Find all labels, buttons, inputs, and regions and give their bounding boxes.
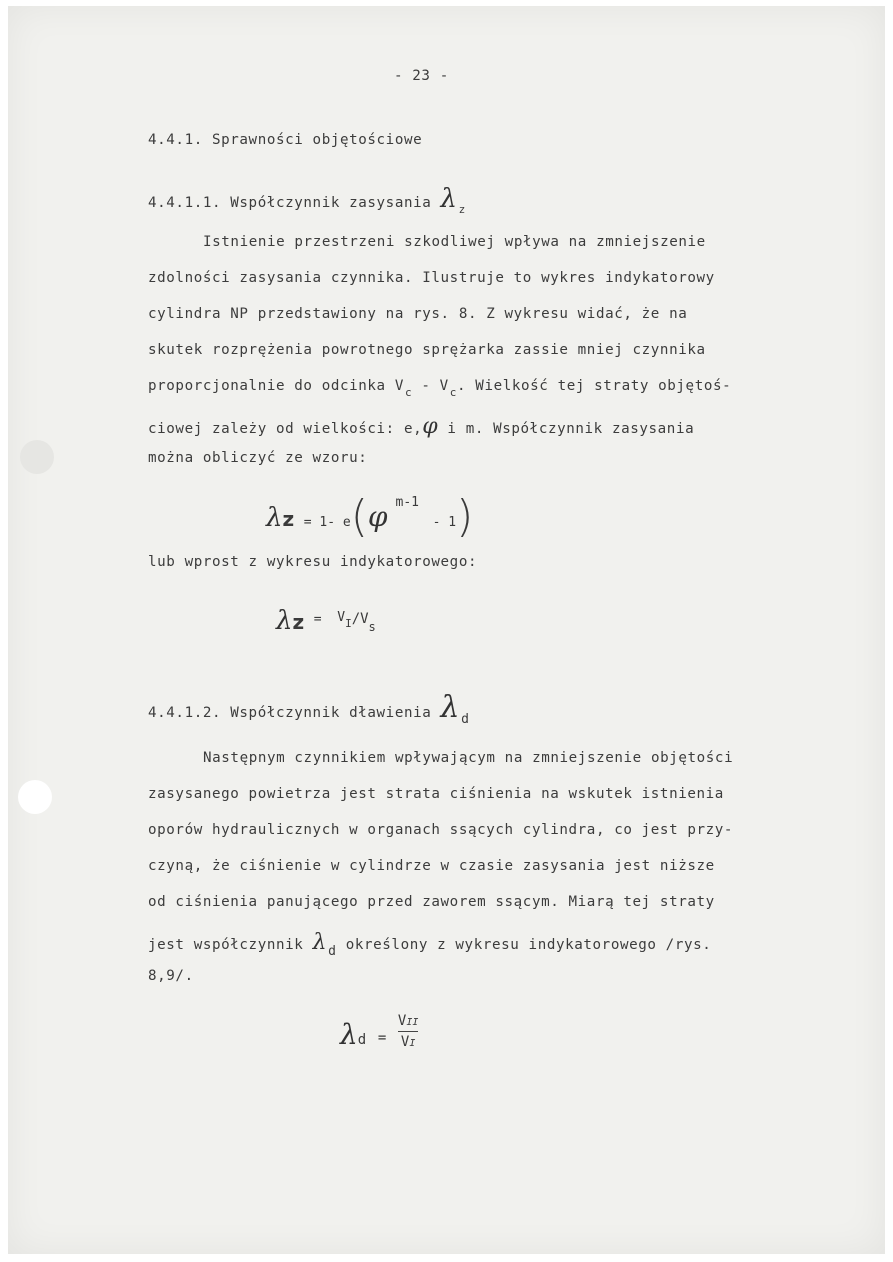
eq3-fraction-bar <box>398 1031 418 1032</box>
line6-before: ciowej zależy od wielkości: e, <box>148 421 423 437</box>
section-heading-4-4-1-2 <box>148 690 470 725</box>
paragraph-2-line-4: czyną, że ciśnienie w cylindrze w czasie zasysania jest niższe <box>148 858 715 874</box>
paragraph-2-line-1: Następnym czynnikiem wpływającym na zmniejszenie objętości <box>203 750 734 766</box>
eq1-close-paren: ) <box>456 491 474 542</box>
eq2-lambda: λ <box>276 606 293 636</box>
eq1-lambda-sub: z <box>282 507 295 531</box>
eq3-eq-sign: = <box>377 1030 387 1046</box>
line5-before: proporcjonalnie do odcinka V <box>148 378 404 394</box>
paragraph-2-line-2: zasysanego powietrza jest strata ciśnienia na wskutek istnienia <box>148 786 724 802</box>
vc-subscript-2: c <box>449 386 458 399</box>
paragraph-1-line-4: skutek rozprężenia powrotnego sprężarka zassie mniej czynnika <box>148 342 706 358</box>
heading-4-4-1-1-text: 4.4.1.1. Współczynnik zasysania <box>148 195 432 211</box>
eq3-num-v: V <box>397 1013 407 1029</box>
eq2-v1-sub: I <box>345 617 352 630</box>
eq3-den-v: V <box>400 1034 410 1050</box>
eq1-lambda: λ <box>266 503 283 533</box>
eq2-v2-sub: s <box>368 620 376 634</box>
eq1-rhs-start: = 1- e <box>303 515 351 530</box>
paragraph-1-line-1: Istnienie przestrzeni szkodliwej wpływa na zmniejszenie <box>203 234 706 250</box>
section-heading-4-4-1-1 <box>148 184 466 214</box>
eq3-denominator <box>398 1034 418 1050</box>
eq3-numerator <box>398 1013 418 1029</box>
paragraph-2-line-5: od ciśnienia panującego przed zaworem ssącym. Miarą tej straty <box>148 894 715 910</box>
eq3-fraction <box>398 1013 418 1050</box>
eq3-lambda: λ <box>340 1018 358 1051</box>
p2-lambda: λ <box>312 930 328 955</box>
eq3-den-sub: I <box>409 1038 416 1049</box>
eq3-num-sub: II <box>406 1017 419 1028</box>
lambda-d-symbol: λ <box>440 690 461 725</box>
eq1-exponent: m-1 <box>395 495 419 510</box>
eq2-slash: /V <box>351 611 369 627</box>
equation-zasysanie-formula <box>266 486 474 542</box>
lambda-subscript: z <box>458 203 466 216</box>
page-number: - 23 - <box>394 68 449 84</box>
heading-4-4-1-2-text: 4.4.1.2. Współczynnik dławienia <box>148 705 432 721</box>
eq2-eq-sign: = <box>313 612 322 627</box>
line-or-indicator-chart: lub wprost z wykresu indykatorowego: <box>148 554 478 570</box>
paragraph-1-line-6 <box>148 414 694 439</box>
phi-symbol: φ <box>422 414 439 439</box>
section-heading-4-4-1: 4.4.1. Sprawności objętościowe <box>148 132 423 148</box>
punch-hole-bottom <box>18 780 52 814</box>
paragraph-2-line-3: oporów hydraulicznych w organach ssących cylindra, co jest przy- <box>148 822 734 838</box>
eq2-lambda-sub: z <box>292 610 305 634</box>
line5-after: . Wielkość tej straty objętoś- <box>457 378 732 394</box>
paragraph-1-line-5 <box>148 378 732 399</box>
paragraph-1-line-2: zdolności zasysania czynnika. Ilustruje to wykres indykatorowy <box>148 270 715 286</box>
p2-lambda-sub: d <box>328 944 337 959</box>
equation-zasysanie-ratio <box>276 606 376 636</box>
line5-mid: - V <box>412 378 449 394</box>
eq1-phi: φ <box>367 500 388 533</box>
lambda-d-subscript: d <box>461 712 470 727</box>
eq1-rhs-end: - 1 <box>432 515 457 530</box>
eq2-v1: V <box>337 610 346 625</box>
p2-line6-before: jest współczynnik <box>148 937 304 953</box>
eq1-open-paren: ( <box>350 491 368 542</box>
eq3-lambda-sub: d <box>357 1032 367 1048</box>
line6-after: i m. Współczynnik zasysania <box>438 421 695 437</box>
paragraph-1-line-7: można obliczyć ze wzoru: <box>148 450 368 466</box>
equation-dlawienie <box>340 1010 418 1050</box>
paragraph-1-line-3: cylindra NP przedstawiony na rys. 8. Z wykresu widać, że na <box>148 306 688 322</box>
lambda-symbol: λ <box>440 184 458 214</box>
punch-hole-top <box>20 440 54 474</box>
vc-subscript-1: c <box>404 386 413 399</box>
paragraph-2-line-7: 8,9/. <box>148 968 194 984</box>
paragraph-2-line-6 <box>148 930 712 959</box>
p2-line6-after: określony z wykresu indykatorowego /rys. <box>345 937 712 953</box>
